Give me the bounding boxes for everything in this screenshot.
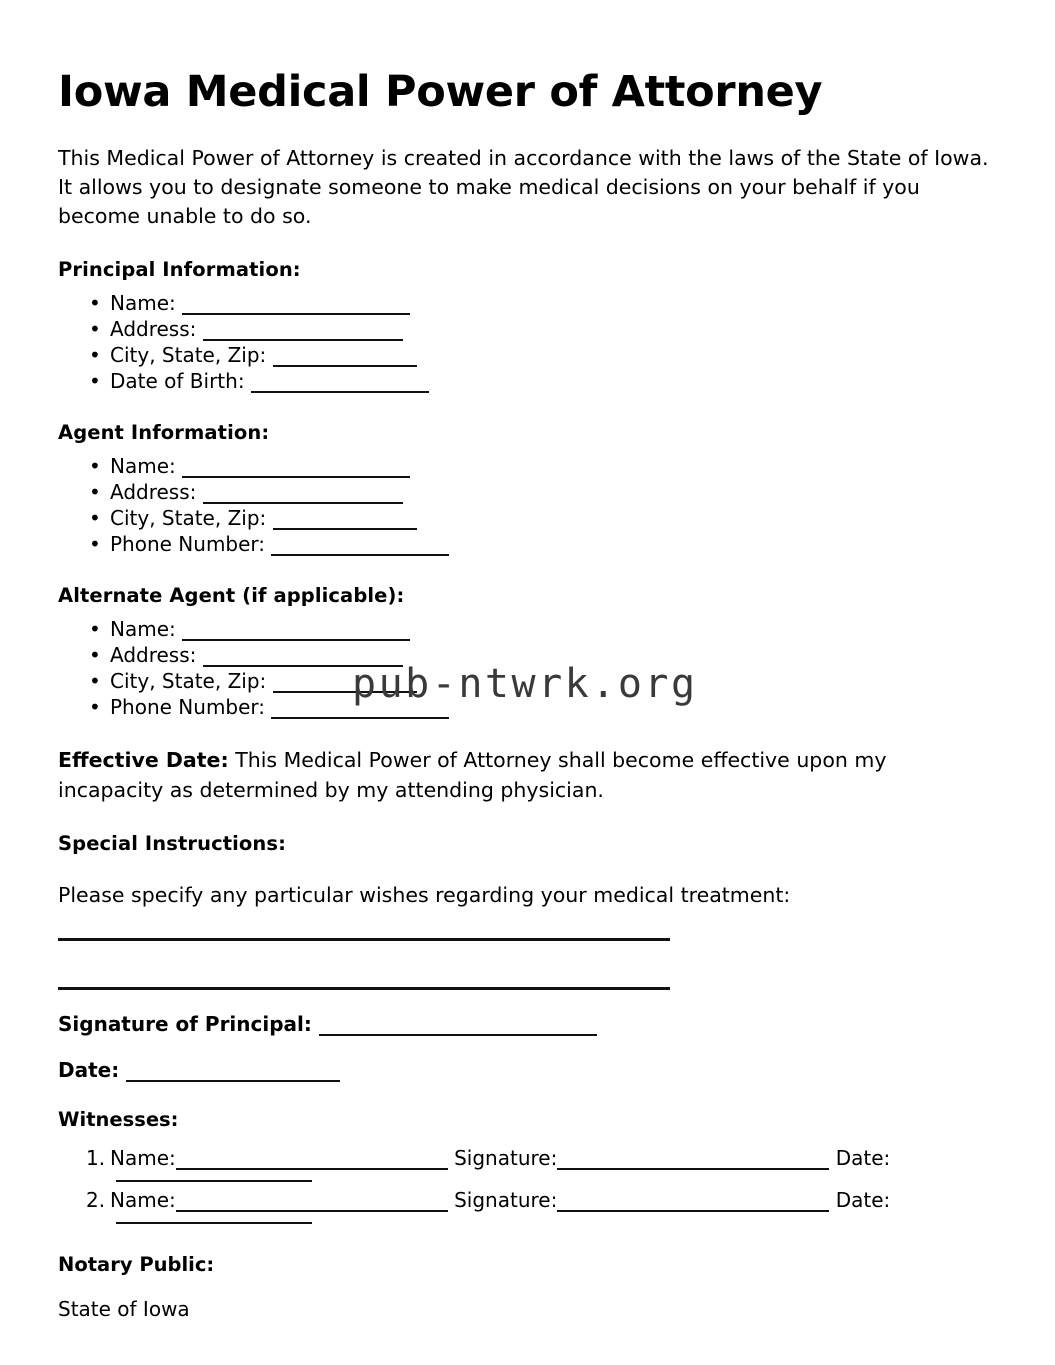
field-alternate-agent-phone-number xyxy=(58,694,997,720)
bullet-icon: • xyxy=(89,480,101,505)
witness-signature-rule[interactable] xyxy=(557,1168,829,1170)
witness-signature-label: Signature: xyxy=(454,1145,558,1170)
fill-in-rule[interactable] xyxy=(203,502,403,504)
witness-date-label: Date: xyxy=(835,1187,891,1212)
special-instructions-prompt: Please specify any particular wishes regarding your medical treatment: xyxy=(58,882,791,907)
witness-signature-rule[interactable] xyxy=(557,1210,829,1212)
field-label: Phone Number: xyxy=(110,695,266,720)
effective-date-text: This Medical Power of Attorney shall become effective upon my incapacity as determined by my attending physician. xyxy=(58,748,887,802)
bullet-icon: • xyxy=(89,695,101,720)
signature-date-row xyxy=(58,1036,997,1082)
witness-number: 2. xyxy=(86,1187,106,1212)
field-agent-phone-number xyxy=(58,531,997,557)
agent-information-heading: Agent Information: xyxy=(58,421,270,445)
bullet-icon: • xyxy=(89,506,101,531)
fill-in-rule[interactable] xyxy=(251,391,429,393)
witness-date-rule[interactable] xyxy=(116,1180,312,1182)
field-label: Address: xyxy=(110,317,197,342)
bullet-icon: • xyxy=(89,291,101,316)
fill-in-rule[interactable] xyxy=(203,339,403,341)
bullet-icon: • xyxy=(89,317,101,342)
fill-in-rule[interactable] xyxy=(182,476,410,478)
signature-of-principal-row xyxy=(58,990,997,1036)
witness-row xyxy=(58,1187,997,1224)
signature-date-label: Date: xyxy=(58,1057,120,1082)
effective-date-paragraph xyxy=(58,720,997,804)
field-principal-address xyxy=(58,316,997,342)
field-principal-city-state-zip xyxy=(58,342,997,368)
signature-of-principal-label: Signature of Principal: xyxy=(58,1011,312,1036)
fill-in-rule[interactable] xyxy=(273,528,417,530)
field-alternate-agent-city-state-zip xyxy=(58,668,997,694)
special-instructions-heading: Special Instructions: xyxy=(58,831,287,855)
fill-in-rule[interactable] xyxy=(273,691,417,693)
notary-state-line: State of Iowa xyxy=(58,1296,190,1321)
fill-in-rule[interactable] xyxy=(203,665,403,667)
field-alternate-agent-name xyxy=(58,616,997,642)
signature-of-principal-rule[interactable] xyxy=(319,1034,597,1036)
principal-information-fields xyxy=(58,281,997,394)
field-label: Name: xyxy=(110,454,176,479)
witnesses-heading: Witnesses: xyxy=(58,1107,179,1131)
effective-date-label: Effective Date: xyxy=(58,748,229,773)
witness-row xyxy=(58,1145,997,1182)
fill-in-rule[interactable] xyxy=(271,554,449,556)
field-label: City, State, Zip: xyxy=(110,669,267,694)
witnesses-list xyxy=(58,1131,997,1224)
signature-date-rule[interactable] xyxy=(126,1080,340,1082)
alternate-agent-heading: Alternate Agent (if applicable): xyxy=(58,584,405,608)
site-watermark: pub-ntwrk.org xyxy=(352,661,698,707)
bullet-icon: • xyxy=(89,643,101,668)
witness-name-label: Name: xyxy=(110,1145,176,1170)
bullet-icon: • xyxy=(89,669,101,694)
field-label: Address: xyxy=(110,643,197,668)
fill-in-rule[interactable] xyxy=(271,717,449,719)
blank-write-in-line[interactable] xyxy=(58,938,670,941)
field-agent-city-state-zip xyxy=(58,505,997,531)
witness-name-rule[interactable] xyxy=(176,1168,448,1170)
field-label: Address: xyxy=(110,480,197,505)
field-agent-name xyxy=(58,453,997,479)
bullet-icon: • xyxy=(89,369,101,394)
agent-information-fields xyxy=(58,444,997,557)
field-label: Name: xyxy=(110,617,176,642)
field-label: City, State, Zip: xyxy=(110,506,267,531)
witness-signature-label: Signature: xyxy=(454,1187,558,1212)
field-label: Name: xyxy=(110,291,176,316)
special-instructions-blank-lines xyxy=(58,910,997,990)
witness-name-rule[interactable] xyxy=(176,1210,448,1212)
bullet-icon: • xyxy=(89,454,101,479)
fill-in-rule[interactable] xyxy=(182,313,410,315)
field-alternate-agent-address xyxy=(58,642,997,668)
witness-name-label: Name: xyxy=(110,1187,176,1212)
alternate-agent-fields xyxy=(58,607,997,720)
field-principal-date-of-birth xyxy=(58,368,997,394)
bullet-icon: • xyxy=(89,532,101,557)
witness-date-label: Date: xyxy=(835,1145,891,1170)
field-label: Phone Number: xyxy=(110,532,266,557)
witness-number: 1. xyxy=(86,1145,106,1170)
witness-date-rule[interactable] xyxy=(116,1222,312,1224)
field-label: City, State, Zip: xyxy=(110,343,267,368)
fill-in-rule[interactable] xyxy=(182,639,410,641)
intro-paragraph: This Medical Power of Attorney is created in accordance with the laws of the State of Iowa. It allows you to designate someone to make medical decisions on your behalf if you become unable to do so. xyxy=(58,146,989,229)
bullet-icon: • xyxy=(89,343,101,368)
field-label: Date of Birth: xyxy=(110,369,245,394)
page-title: Iowa Medical Power of Attorney xyxy=(58,67,823,117)
notary-public-heading: Notary Public: xyxy=(58,1252,215,1276)
field-agent-address xyxy=(58,479,997,505)
fill-in-rule[interactable] xyxy=(273,365,417,367)
bullet-icon: • xyxy=(89,617,101,642)
principal-information-heading: Principal Information: xyxy=(58,258,301,282)
field-principal-name xyxy=(58,290,997,316)
